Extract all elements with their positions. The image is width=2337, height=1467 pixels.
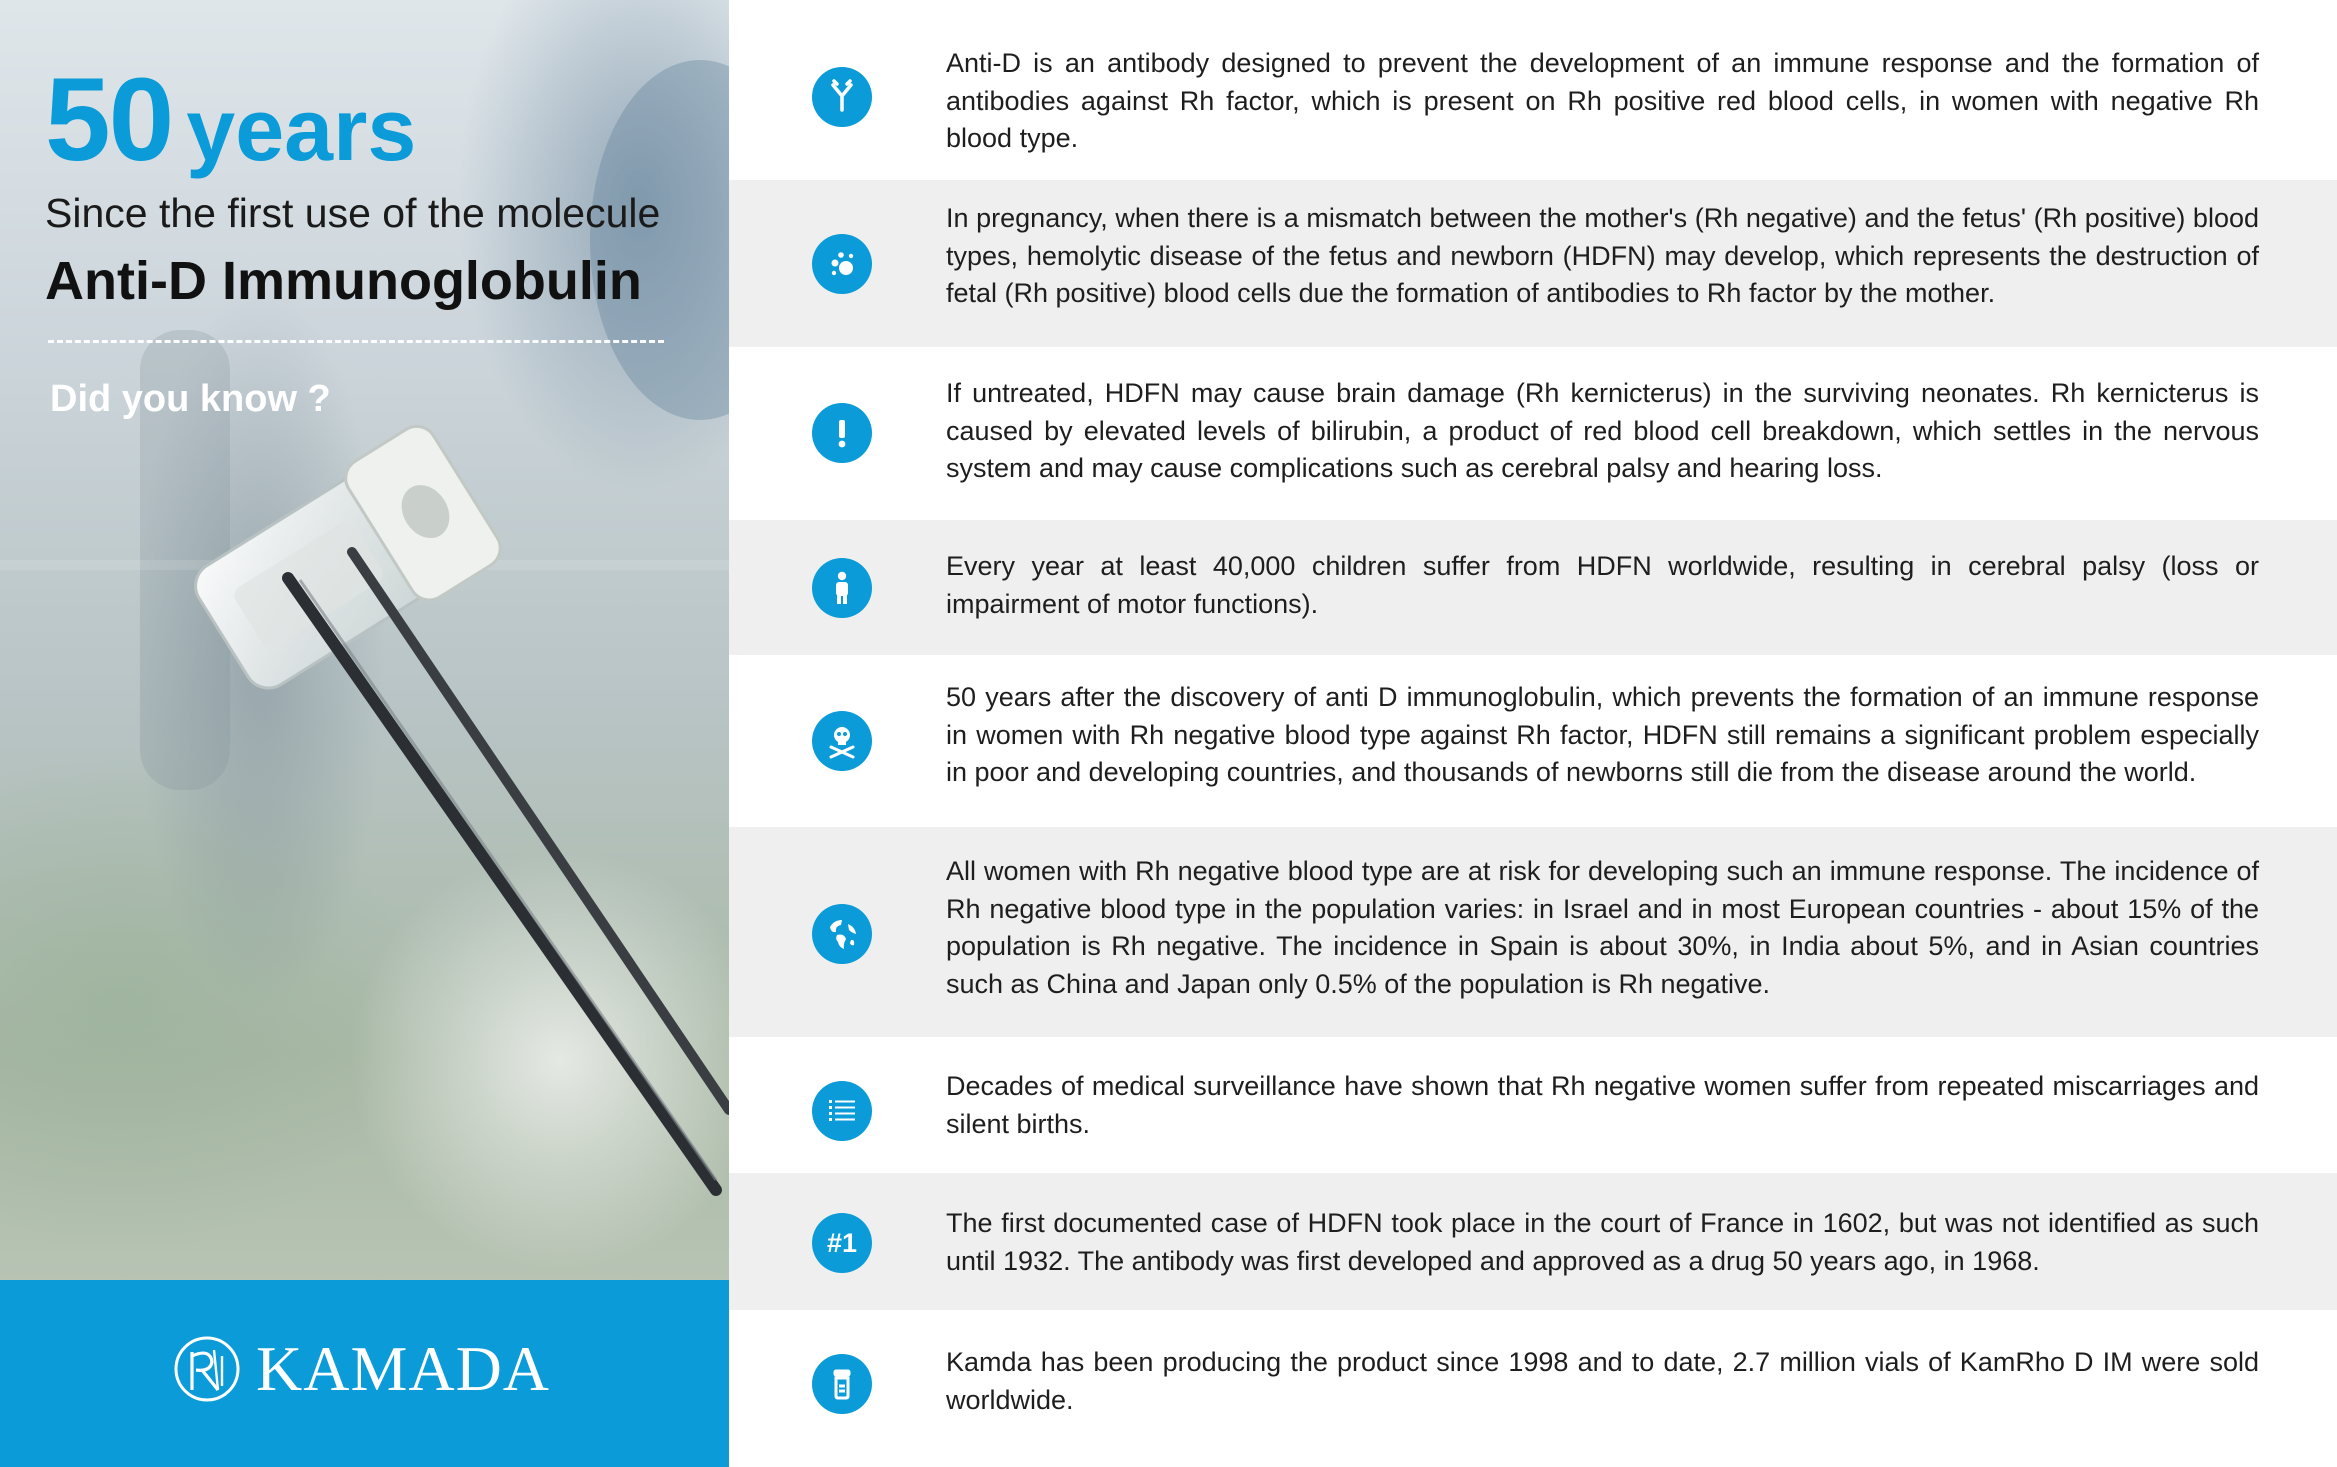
cells-icon — [812, 234, 872, 294]
fact-text: Decades of medical surveillance have shown that Rh negative women suffer from repeated miscarriages and silent births. — [946, 1071, 2259, 1139]
fact-row — [729, 520, 2337, 655]
divider — [48, 340, 664, 343]
fact-row — [729, 0, 2337, 180]
fact-text: In pregnancy, when there is a mismatch between the mother's (Rh negative) and the fetus' (Rh positive) blood types, hemolytic disease of the fetus and newborn (HDFN) may develop, which represents the destruction of fetal (Rh positive) blood cells due the formation of antibodies to Rh factor by the mother. — [946, 203, 2259, 308]
fact-row — [729, 180, 2337, 347]
molecule-title: Anti-D Immunoglobulin — [45, 251, 642, 311]
fact-row — [729, 827, 2337, 1037]
fact-row — [729, 655, 2337, 827]
exclamation-icon — [812, 403, 872, 463]
fact-text: Every year at least 40,000 children suffer from HDFN worldwide, resulting in cerebral palsy (loss or impairment of motor functions). — [946, 551, 2259, 619]
fact-text: 50 years after the discovery of anti D immunoglobulin, which prevents the formation of an immune response in women with Rh negative blood type against Rh factor, HDFN still remains a significant problem especially in poor and developing countries, and thousands of newborns still die from the disease around the world. — [946, 682, 2259, 787]
fact-text: All women with Rh negative blood type are at risk for developing such an immune response. The incidence of Rh negative blood type in the population varies: in Israel and in most European countries - about 15% of the population is Rh negative. The incidence in Spain is about 30%, in India about 5%, and in Asian countries such as China and Japan only 0.5% of the population is Rh negative. — [946, 856, 2259, 999]
subtitle: Since the first use of the molecule — [45, 190, 661, 236]
fact-text: Kamda has been producing the product since 1998 and to date, 2.7 million vials of KamRho D IM were sold worldwide. — [946, 1347, 2259, 1415]
headline-unit: years — [186, 80, 417, 179]
headline-number: 50 — [45, 54, 173, 186]
globe-icon — [812, 904, 872, 964]
fact-row — [729, 1173, 2337, 1310]
list-icon — [812, 1081, 872, 1141]
kamada-logo — [172, 1334, 550, 1404]
antibody-icon — [812, 67, 872, 127]
headline — [45, 52, 416, 188]
fact-row — [729, 1310, 2337, 1467]
skull-icon — [812, 711, 872, 771]
fact-text: Anti-D is an antibody designed to prevent the development of an immune response and the formation of antibodies against Rh factor, which is present on Rh positive red blood cells, in women with negative Rh blood type. — [946, 48, 2259, 153]
brand-name: KAMADA — [256, 1333, 550, 1404]
facts-panel — [729, 0, 2337, 1467]
fact-text: If untreated, HDFN may cause brain damage (Rh kernicterus) in the surviving neonates. Rh kernicterus is caused by elevated levels of bilirubin, a product of red blood cell breakdown, which settles in the nervous system and may cause complications such as cerebral palsy and hearing loss. — [946, 378, 2259, 483]
vial-icon — [812, 1354, 872, 1414]
left-panel — [0, 0, 729, 1467]
fact-text: The first documented case of HDFN took place in the court of France in 1602, but was not identified as such until 1932. The antibody was first developed and approved as a drug 50 years ago, in 1968. — [946, 1208, 2259, 1276]
fact-row — [729, 1037, 2337, 1173]
did-you-know-heading: Did you know ? — [50, 378, 331, 420]
number-one-icon — [812, 1213, 872, 1273]
number-one-badge: #1 — [826, 1227, 858, 1258]
brand-bar — [0, 1280, 729, 1467]
person-icon — [812, 558, 872, 618]
fact-row — [729, 347, 2337, 520]
kamada-emblem-icon — [172, 1334, 242, 1404]
